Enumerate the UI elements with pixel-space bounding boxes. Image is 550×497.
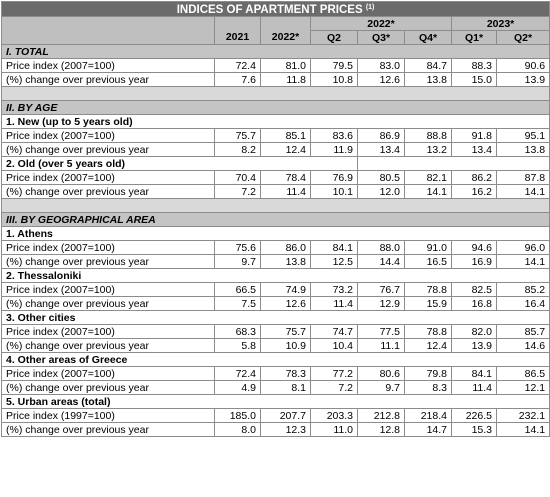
value-cell: 10.1 xyxy=(311,185,358,199)
table-row xyxy=(2,241,550,255)
row-label: Price index (2007=100) xyxy=(2,129,215,143)
value-cell: 13.8 xyxy=(497,143,550,157)
table-title xyxy=(2,2,550,17)
value-cell: 14.1 xyxy=(405,185,452,199)
value-cell: 88.3 xyxy=(452,59,497,73)
row-label: Price index (2007=100) xyxy=(2,241,215,255)
spacer-cell xyxy=(2,199,550,213)
value-cell: 84.1 xyxy=(452,367,497,381)
value-cell: 11.4 xyxy=(261,185,311,199)
value-cell: 8.1 xyxy=(261,381,311,395)
subsection-row-other-areas xyxy=(2,353,550,367)
value-cell: 8.3 xyxy=(405,381,452,395)
value-cell: 86.2 xyxy=(452,171,497,185)
value-cell: 72.4 xyxy=(215,59,261,73)
value-cell: 81.0 xyxy=(261,59,311,73)
value-cell: 79.5 xyxy=(311,59,358,73)
value-cell: 85.7 xyxy=(497,325,550,339)
value-cell: 9.7 xyxy=(358,381,405,395)
value-cell: 85.2 xyxy=(497,283,550,297)
table-row xyxy=(2,325,550,339)
header-quarter: Q2* xyxy=(497,31,550,45)
value-cell: 12.6 xyxy=(358,73,405,87)
table-row xyxy=(2,129,550,143)
value-cell: 16.2 xyxy=(452,185,497,199)
value-cell: 74.9 xyxy=(261,283,311,297)
value-cell: 84.7 xyxy=(405,59,452,73)
value-cell: 79.8 xyxy=(405,367,452,381)
row-label: (%) change over previous year xyxy=(2,339,215,353)
value-cell: 16.5 xyxy=(405,255,452,269)
value-cell: 13.9 xyxy=(452,339,497,353)
header-2023-group: 2023* xyxy=(452,17,550,31)
value-cell: 80.5 xyxy=(358,171,405,185)
value-cell: 80.6 xyxy=(358,367,405,381)
value-cell: 84.1 xyxy=(311,241,358,255)
header-2022-annual: 2022* xyxy=(261,17,311,45)
section-title: III. BY GEOGRAPHICAL AREA xyxy=(2,213,550,227)
value-cell: 16.9 xyxy=(452,255,497,269)
value-cell: 14.1 xyxy=(497,185,550,199)
value-cell: 73.2 xyxy=(311,283,358,297)
value-cell: 91.8 xyxy=(452,129,497,143)
row-label: (%) change over previous year xyxy=(2,297,215,311)
value-cell: 12.8 xyxy=(358,423,405,437)
value-cell: 83.6 xyxy=(311,129,358,143)
value-cell: 82.1 xyxy=(405,171,452,185)
value-cell: 82.5 xyxy=(452,283,497,297)
value-cell: 9.7 xyxy=(215,255,261,269)
subsection-title: 4. Other areas of Greece xyxy=(2,353,550,367)
table-row xyxy=(2,59,550,73)
value-cell: 10.9 xyxy=(261,339,311,353)
spacer-cell xyxy=(2,87,550,101)
value-cell: 218.4 xyxy=(405,409,452,423)
value-cell: 7.2 xyxy=(311,381,358,395)
value-cell: 78.8 xyxy=(405,283,452,297)
section-title: I. TOTAL xyxy=(2,45,550,59)
table-row xyxy=(2,381,550,395)
table-row xyxy=(2,409,550,423)
value-cell: 13.2 xyxy=(405,143,452,157)
row-label: (%) change over previous year xyxy=(2,143,215,157)
value-cell: 66.5 xyxy=(215,283,261,297)
value-cell: 70.4 xyxy=(215,171,261,185)
table-row xyxy=(2,297,550,311)
table-row xyxy=(2,339,550,353)
value-cell: 7.5 xyxy=(215,297,261,311)
value-cell: 13.8 xyxy=(405,73,452,87)
value-cell: 185.0 xyxy=(215,409,261,423)
value-cell: 212.8 xyxy=(358,409,405,423)
value-cell: 11.8 xyxy=(261,73,311,87)
spacer-row xyxy=(2,199,550,213)
value-cell: 15.9 xyxy=(405,297,452,311)
value-cell: 94.6 xyxy=(452,241,497,255)
value-cell: 12.3 xyxy=(261,423,311,437)
subsection-title: 3. Other cities xyxy=(2,311,550,325)
value-cell: 96.0 xyxy=(497,241,550,255)
value-cell: 5.8 xyxy=(215,339,261,353)
value-cell: 76.7 xyxy=(358,283,405,297)
value-cell: 11.4 xyxy=(452,381,497,395)
value-cell: 77.5 xyxy=(358,325,405,339)
table-row xyxy=(2,73,550,87)
row-label: (%) change over previous year xyxy=(2,381,215,395)
section-title: II. BY AGE xyxy=(2,101,550,115)
header-quarter: Q1* xyxy=(452,31,497,45)
value-cell: 86.0 xyxy=(261,241,311,255)
value-cell: 12.9 xyxy=(358,297,405,311)
spacer-row xyxy=(2,87,550,101)
value-cell: 90.6 xyxy=(497,59,550,73)
value-cell: 14.4 xyxy=(358,255,405,269)
header-2021: 2021 xyxy=(215,17,261,45)
value-cell: 95.1 xyxy=(497,129,550,143)
row-label: Price index (1997=100) xyxy=(2,409,215,423)
table-row xyxy=(2,283,550,297)
value-cell: 78.8 xyxy=(405,325,452,339)
value-cell: 11.0 xyxy=(311,423,358,437)
value-cell: 11.9 xyxy=(311,143,358,157)
value-cell: 4.9 xyxy=(215,381,261,395)
subsection-row-thessaloniki xyxy=(2,269,550,283)
subsection-row-old xyxy=(2,157,550,171)
row-label: Price index (2007=100) xyxy=(2,59,215,73)
value-cell: 13.4 xyxy=(358,143,405,157)
subsection-row-new xyxy=(2,115,550,129)
value-cell: 72.4 xyxy=(215,367,261,381)
row-label: Price index (2007=100) xyxy=(2,171,215,185)
value-cell: 15.0 xyxy=(452,73,497,87)
value-cell: 78.3 xyxy=(261,367,311,381)
apartment-price-indices-table xyxy=(1,1,550,437)
value-cell: 75.7 xyxy=(215,129,261,143)
value-cell: 232.1 xyxy=(497,409,550,423)
value-cell: 12.4 xyxy=(261,143,311,157)
value-cell: 7.6 xyxy=(215,73,261,87)
value-cell: 75.7 xyxy=(261,325,311,339)
value-cell: 12.6 xyxy=(261,297,311,311)
value-cell: 75.6 xyxy=(215,241,261,255)
table-title-text: INDICES OF APARTMENT PRICES xyxy=(176,4,363,16)
value-cell: 10.4 xyxy=(311,339,358,353)
header-quarter: Q4* xyxy=(405,31,452,45)
value-cell: 11.4 xyxy=(311,297,358,311)
value-cell: 13.8 xyxy=(261,255,311,269)
value-cell: 76.9 xyxy=(311,171,358,185)
value-cell: 13.9 xyxy=(497,73,550,87)
row-label: Price index (2007=100) xyxy=(2,325,215,339)
value-cell: 91.0 xyxy=(405,241,452,255)
subsection-title: 1. Athens xyxy=(2,227,550,241)
subsection-title: 2. Thessaloniki xyxy=(2,269,550,283)
value-cell: 78.4 xyxy=(261,171,311,185)
value-cell: 12.4 xyxy=(405,339,452,353)
header-quarter: Q2 xyxy=(311,31,358,45)
value-cell: 12.0 xyxy=(358,185,405,199)
value-cell: 226.5 xyxy=(452,409,497,423)
table-row xyxy=(2,185,550,199)
header-2022-group: 2022* xyxy=(311,17,452,31)
value-cell: 16.8 xyxy=(452,297,497,311)
subsection-title: 2. Old (over 5 years old) xyxy=(2,157,358,171)
section-row-geo xyxy=(2,213,550,227)
value-cell: 8.0 xyxy=(215,423,261,437)
value-cell: 14.1 xyxy=(497,255,550,269)
table-row xyxy=(2,255,550,269)
section-row-total xyxy=(2,45,550,59)
value-cell: 203.3 xyxy=(311,409,358,423)
row-label: (%) change over previous year xyxy=(2,185,215,199)
value-cell: 13.4 xyxy=(452,143,497,157)
value-cell: 87.8 xyxy=(497,171,550,185)
value-cell: 88.0 xyxy=(358,241,405,255)
subsection-blank xyxy=(358,157,550,171)
value-cell: 74.7 xyxy=(311,325,358,339)
header-quarter: Q3* xyxy=(358,31,405,45)
value-cell: 68.3 xyxy=(215,325,261,339)
header-blank xyxy=(2,17,215,45)
table-row xyxy=(2,143,550,157)
value-cell: 86.9 xyxy=(358,129,405,143)
value-cell: 83.0 xyxy=(358,59,405,73)
value-cell: 11.1 xyxy=(358,339,405,353)
row-label: (%) change over previous year xyxy=(2,255,215,269)
row-label: (%) change over previous year xyxy=(2,73,215,87)
value-cell: 14.6 xyxy=(497,339,550,353)
value-cell: 10.8 xyxy=(311,73,358,87)
row-label: Price index (2007=100) xyxy=(2,283,215,297)
table-title-row xyxy=(2,2,550,17)
section-row-age xyxy=(2,101,550,115)
value-cell: 85.1 xyxy=(261,129,311,143)
value-cell: 86.5 xyxy=(497,367,550,381)
subsection-title: 5. Urban areas (total) xyxy=(2,395,550,409)
table-row xyxy=(2,367,550,381)
table-row xyxy=(2,171,550,185)
title-footnote-marker: (1) xyxy=(365,4,375,11)
value-cell: 7.2 xyxy=(215,185,261,199)
table-row xyxy=(2,423,550,437)
value-cell: 14.1 xyxy=(497,423,550,437)
value-cell: 16.4 xyxy=(497,297,550,311)
row-label: (%) change over previous year xyxy=(2,423,215,437)
subsection-title: 1. New (up to 5 years old) xyxy=(2,115,550,129)
value-cell: 82.0 xyxy=(452,325,497,339)
value-cell: 207.7 xyxy=(261,409,311,423)
value-cell: 15.3 xyxy=(452,423,497,437)
subsection-row-athens xyxy=(2,227,550,241)
value-cell: 88.8 xyxy=(405,129,452,143)
value-cell: 8.2 xyxy=(215,143,261,157)
row-label: Price index (2007=100) xyxy=(2,367,215,381)
value-cell: 12.5 xyxy=(311,255,358,269)
value-cell: 77.2 xyxy=(311,367,358,381)
subsection-row-urban xyxy=(2,395,550,409)
value-cell: 12.1 xyxy=(497,381,550,395)
value-cell: 14.7 xyxy=(405,423,452,437)
header-row-1 xyxy=(2,17,550,31)
subsection-row-other-cities xyxy=(2,311,550,325)
